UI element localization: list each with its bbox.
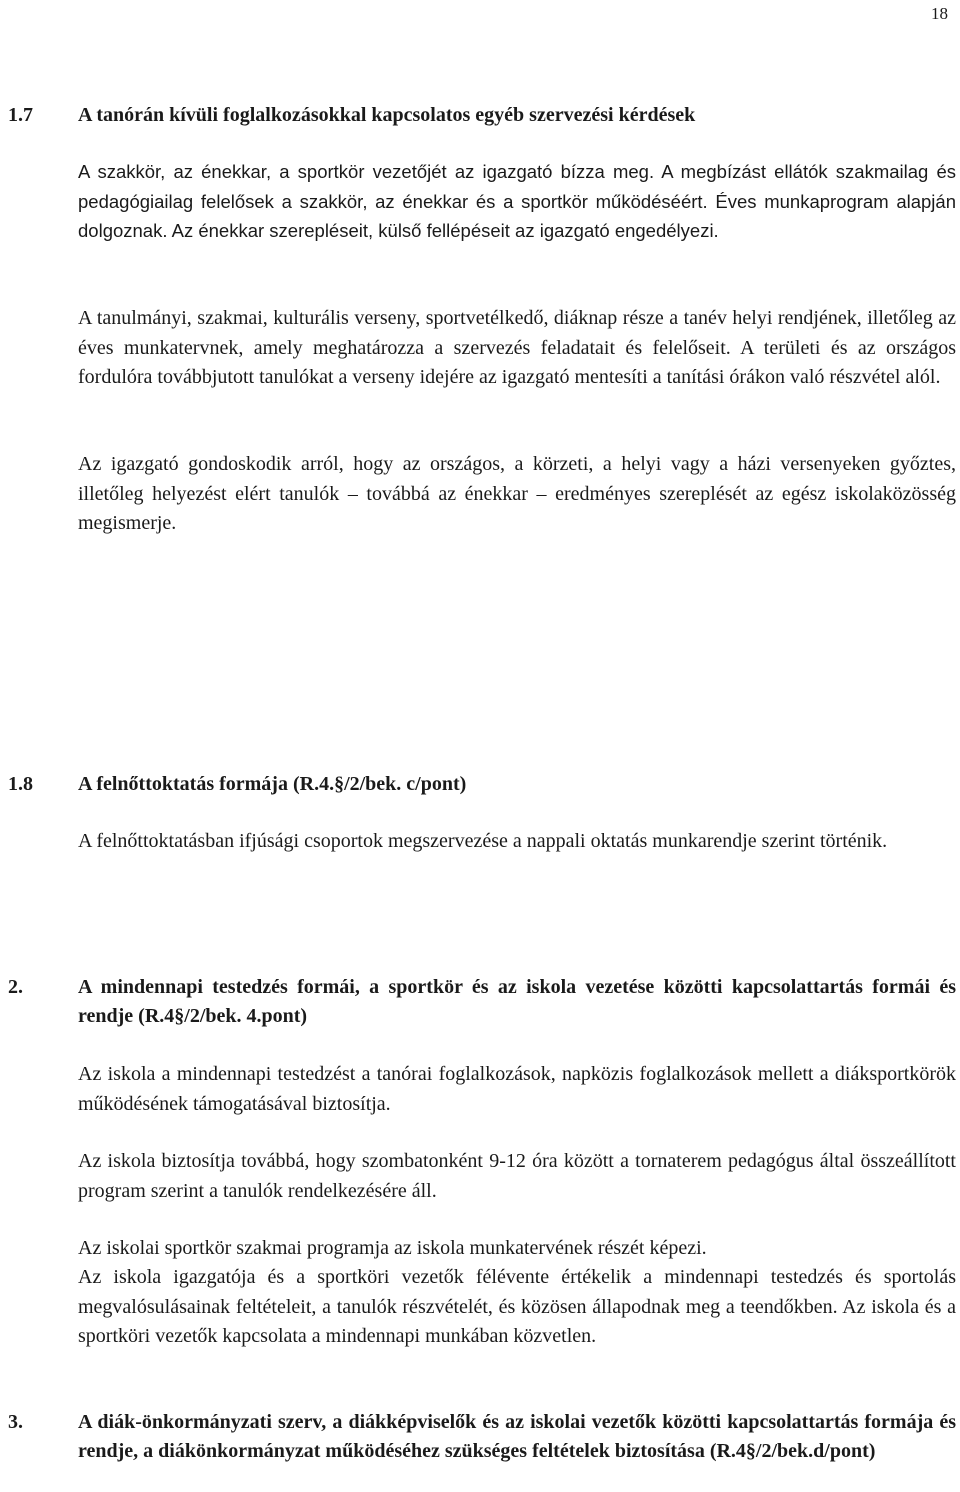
paragraph: A tanulmányi, szakmai, kulturális verseny, sportvetélkedő, diáknap része a tanév helyi rendjének, illetőleg az éves munkatervnek, amely meghatározza a szervezés feladatait és felelőseit. A területi és az országos fordulóra továbbjutott tanulókat a verseny idejére az igazgató mentesíti a tanítási órákon való részvétel alól. bbox=[78, 307, 956, 388]
paragraph: Az iskola igazgatója és a sportköri vezetők félévente értékelik a mindennapi testedzés és sportolás megvalósulásainak feltételeit, a tanulók részvételét, és közösen állapodnak meg a teendőkben. Az iskola és a sportköri vezetők kapcsolata a mindennapi munkában közvetlen. bbox=[78, 1266, 956, 1347]
section-heading bbox=[8, 101, 956, 130]
paragraph: A felnőttoktatásban ifjúsági csoportok megszervezése a nappali oktatás munkarendje szerint történik. bbox=[78, 830, 888, 852]
section-number: 1.8 bbox=[8, 773, 33, 795]
section-number: 3. bbox=[8, 1411, 23, 1433]
section-heading bbox=[8, 1408, 956, 1466]
paragraph: Az igazgató gondoskodik arról, hogy az országos, a körzeti, a helyi vagy a házi versenyeken győztes, illetőleg helyezést elért tanulók – továbbá az énekkar – eredményes szereplését az egész iskolaközösség megismerje. bbox=[78, 453, 956, 534]
page-number: 18 bbox=[931, 4, 948, 23]
section-number: 1.7 bbox=[8, 104, 33, 126]
paragraph: Az iskola a mindennapi testedzést a tanórai foglalkozások, napközis foglalkozások mellett a diáksportkörök működésének támogatásával biztosítja. bbox=[78, 1063, 956, 1115]
section-title: A felnőttoktatás formája (R.4.§/2/bek. c/pont) bbox=[78, 773, 467, 795]
section-heading bbox=[8, 973, 956, 1031]
section-number: 2. bbox=[8, 976, 23, 998]
section-heading bbox=[8, 770, 956, 799]
section-title: A tanórán kívüli foglalkozásokkal kapcsolatos egyéb szervezési kérdések bbox=[78, 104, 696, 126]
paragraph: Az iskolai sportkör szakmai programja az iskola munkatervének részét képezi. bbox=[78, 1237, 707, 1259]
section-title: A diák-önkormányzati szerv, a diákképviselők és az iskolai vezetők közötti kapcsolattartás formája és rendje, a diákönkormányzat működéséhez szükséges feltételek biztosítása (R.4§/2/bek.d/pont) bbox=[78, 1411, 956, 1462]
paragraph: Az iskola biztosítja továbbá, hogy szombatonként 9-12 óra között a tornaterem pedagógus által összeállított program szerint a tanulók rendelkezésére áll. bbox=[78, 1150, 956, 1202]
paragraph: A szakkör, az énekkar, a sportkör vezetőjét az igazgató bízza meg. A megbízást ellátók szakmailag és pedagógiailag felelősek a szakkör, az énekkar és a sportkör működéséért. Éves munkaprogram alapján dolgoznak. Az énekkar szerepléseit, külső fellépéseit az igazgató engedélyezi. bbox=[78, 161, 956, 241]
section-title: A mindennapi testedzés formái, a sportkör és az iskola vezetése közötti kapcsolattartás formái és rendje (R.4§/2/bek. 4.pont) bbox=[78, 976, 956, 1027]
